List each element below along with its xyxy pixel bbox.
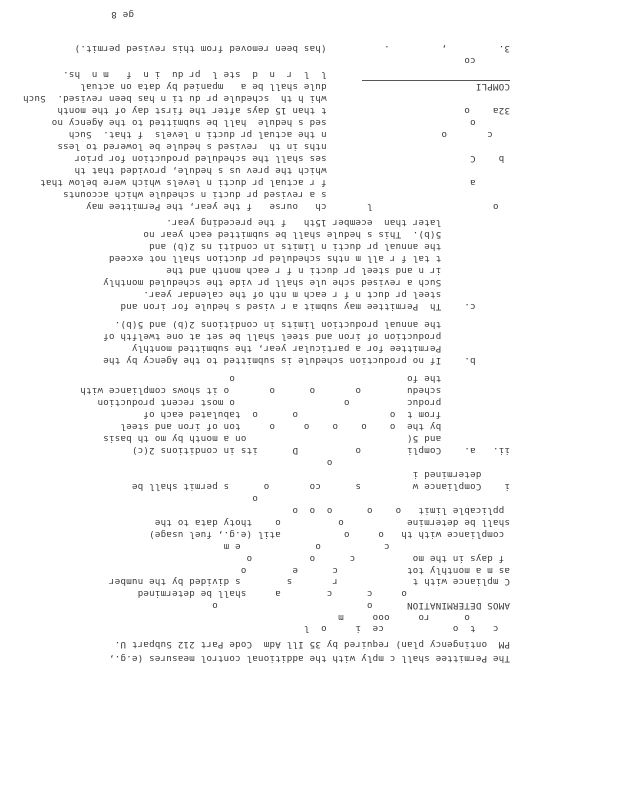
text-line: 3. , . (has been removed from this revised permit.) xyxy=(74,43,510,54)
text-line: ii. a. Compli o D its in conditions 2(c) xyxy=(131,445,510,456)
text-line: ir n and steel pr ducti n f r each month and the xyxy=(166,265,510,276)
text-line: the annual production limits in conditions 2(b) and 5(b). xyxy=(114,319,510,330)
text-line: o l ch ourse f the year, the Permittee may xyxy=(85,201,510,212)
text-line: b C ses shall the scheduled production for prior xyxy=(74,153,510,164)
text-line: COMPLI dule shall be a mpanied by data on actual xyxy=(80,81,510,92)
text-line: l l r n d ste l pr du i n f m n hs. xyxy=(62,69,510,80)
text-line: i Compliance w s co o s permit shall be xyxy=(131,481,510,492)
text-line: and 5( on a month by mo th basis xyxy=(103,433,510,444)
text-line: later than ecember 15th f the preceding year. xyxy=(166,217,510,228)
text-line: 5(b). This s hedule shall be submitted each year no xyxy=(143,229,510,240)
text-line: c o n the actual pr ducti n levels f that. Such xyxy=(68,129,510,140)
text-line: f days in the mo c o o xyxy=(246,553,510,564)
section-underline xyxy=(362,80,510,81)
text-line: o xyxy=(252,493,510,504)
text-line: produc o o most recent production xyxy=(97,397,510,408)
text-line: co xyxy=(464,55,510,66)
text-line: Permittee for a particular year, the submitted monthly xyxy=(131,343,510,354)
text-line: Such a revised sche ule shall pr vide the scheduled monthly xyxy=(103,277,510,288)
text-line: b. If no production schedule is submitted to the Agency by the xyxy=(103,355,510,366)
text-line: o sed s hedule hall be submitted to the Agency no xyxy=(51,117,510,128)
text-line: c o e m xyxy=(223,541,510,552)
text-line: The Permittee shall c mply with the additional control measures (e.g., xyxy=(108,653,510,664)
text-line: nths in th revised s hedule be lowered to less xyxy=(57,141,510,152)
text-line: c t o ce i o l xyxy=(303,623,510,634)
text-line: production of iron and steel shall be set at one twelfth of xyxy=(103,331,510,342)
text-line: schedu o o o o it shows compliance with xyxy=(80,385,510,396)
text-line: o xyxy=(326,457,510,468)
text-line: o ro ooo m xyxy=(338,612,510,623)
text-line: which the prev us s hedule, provided that th xyxy=(74,165,510,176)
text-line: from t o o o tabulated each of xyxy=(143,409,510,420)
text-line: determined i xyxy=(412,469,510,480)
text-line: C mpliance with t r s s divided by the number xyxy=(108,576,510,587)
text-line: whi h th schedule pr du ti n has been revised. Such xyxy=(22,93,510,104)
page-label: ge 8 xyxy=(111,9,134,20)
text-line: AMOS DETERMINATION o o xyxy=(211,600,510,611)
text-line: as m a monthly tot c e o xyxy=(240,565,510,576)
text-line: pplicable limit o o o o o xyxy=(292,505,510,516)
text-line: t tal f r all m nths scheduled pr duction shall not exceed xyxy=(108,253,510,264)
text-line: the annual pr ducti n limits in conditi ns 2(b) and xyxy=(148,241,510,252)
text-line: by the o o o o o ton of iron and steel xyxy=(120,421,510,432)
text-line: c. Th Permittee may submit a r vised s hedule for iron and xyxy=(120,301,510,312)
text-line: s a revised pr ducti n schedule which accounts xyxy=(62,189,510,200)
text-line: a f r actual pr ducti n levels which were below that xyxy=(40,177,510,188)
text-line: compliance with th o o atil (e.g., fuel usage) xyxy=(148,529,510,540)
text-line: 32a o t than 15 days after the first day of the month xyxy=(57,105,510,116)
text-line: o c c a shall be determined xyxy=(137,588,510,599)
text-line: the fo o xyxy=(229,373,510,384)
text-line: PM ontingency plan) required by 35 Ill Adm Code Part 212 Subpart U. xyxy=(114,639,510,650)
text-line: steel pr duct n f r each m nth of the calendar year. xyxy=(143,289,510,300)
text-line: shall be determine o o thoty data to the xyxy=(154,517,510,528)
